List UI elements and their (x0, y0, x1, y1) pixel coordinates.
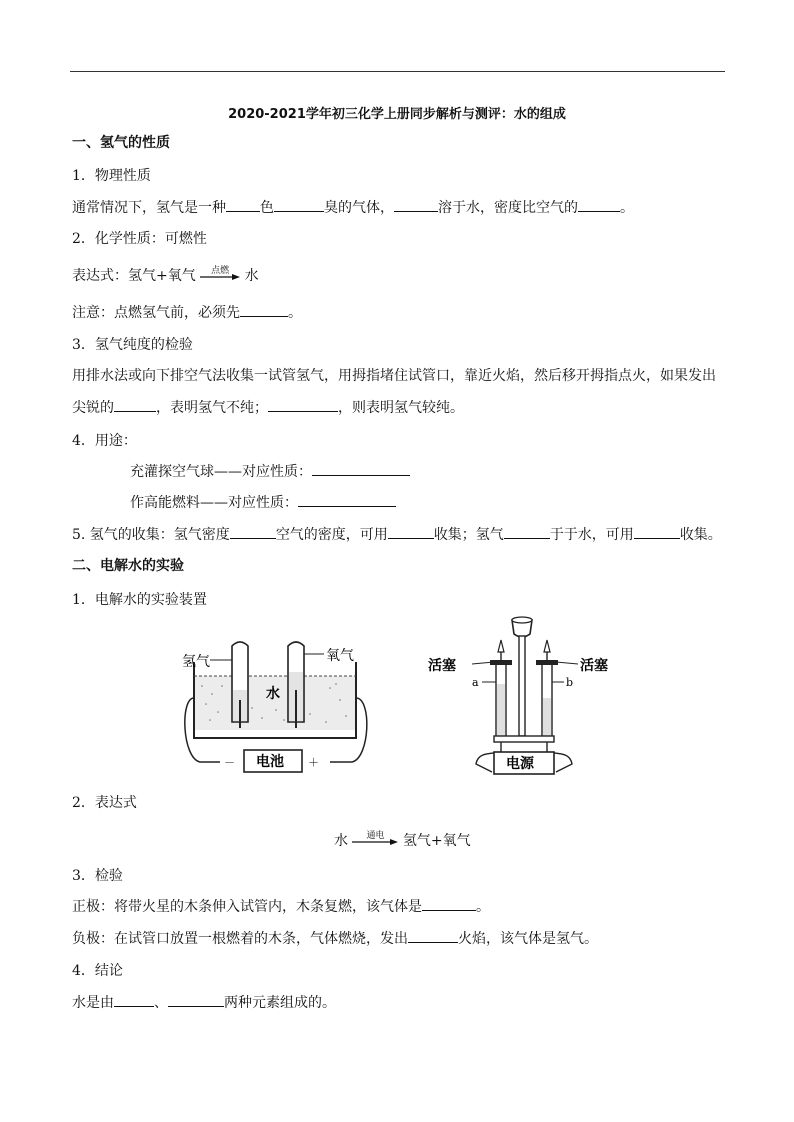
text: ，则表明氢气较纯。 (338, 400, 464, 416)
answer-blank[interactable] (168, 994, 224, 1007)
hofmann-voltameter-figure (428, 612, 648, 782)
conclusion-title: 4．结论 (72, 963, 123, 979)
answer-blank[interactable] (226, 199, 260, 212)
text: 水 (244, 268, 259, 284)
answer-blank[interactable] (240, 304, 288, 317)
page-title: 2020-2021学年初三化学上册同步解析与测评：水的组成 (228, 107, 566, 122)
text: 收集；氢气 (433, 527, 504, 543)
text: 正极：将带火星的木条伸入试管内，木条复燃，该气体是 (72, 899, 422, 915)
negative-electrode-test (72, 930, 598, 948)
arrow-icon (200, 274, 240, 280)
answer-blank[interactable] (394, 199, 438, 212)
text: 、 (154, 995, 168, 1011)
oxygen-label: 氧气 (326, 648, 354, 664)
apparatus-title: 1．电解水的实验装置 (72, 592, 207, 608)
text: 空气的密度，可用 (275, 527, 388, 543)
water-fill (194, 676, 356, 730)
chemical-properties-title: 2．化学性质：可燃性 (72, 231, 207, 247)
electrolysis-apparatus-figure (180, 638, 380, 780)
electrolysis-expression (334, 832, 471, 850)
text: 充灌探空气球——对应性质： (130, 464, 312, 480)
answer-blank[interactable] (230, 526, 276, 539)
reaction-condition: 通电 (366, 831, 385, 841)
tube-a-label: a (472, 676, 479, 689)
text: ，表明氢气不纯； (156, 400, 268, 416)
right-valve-label: 活塞 (580, 658, 608, 674)
text: 表达式：氢气+氧气 (72, 268, 196, 284)
water-label: 水 (266, 686, 280, 702)
answer-blank[interactable] (312, 463, 410, 476)
battery-label: 电池 (256, 754, 284, 770)
ignition-note (72, 304, 302, 322)
text: 作高能燃料——对应性质： (130, 495, 298, 511)
text: 水是由 (72, 995, 114, 1011)
text: 于于水，可用 (549, 527, 634, 543)
use-balloon (130, 463, 410, 481)
answer-blank[interactable] (114, 994, 154, 1007)
plus-sign: ＋ (308, 756, 319, 769)
text: 。 (620, 200, 634, 216)
text: 色 (260, 200, 274, 216)
text: 两种元素组成的。 (224, 995, 336, 1011)
answer-blank[interactable] (422, 898, 476, 911)
power-label: 电源 (506, 756, 534, 772)
purity-test-line-1: 用排水法或向下排空气法收集一试管氢气，用拇指堵住试管口，靠近火焰，然后移开拇指点火，如果发出 (72, 368, 716, 384)
arrow-icon (352, 839, 398, 845)
answer-blank[interactable] (504, 526, 550, 539)
answer-blank[interactable] (408, 930, 458, 943)
tube-b-label: b (566, 676, 574, 689)
header-rule (70, 71, 725, 72)
reaction-arrow (352, 831, 398, 848)
text: 火焰，该气体是氢气。 (458, 931, 598, 947)
expression-title: 2．表达式 (72, 795, 137, 811)
text: 收集。 (679, 527, 722, 543)
minus-sign: － (224, 756, 235, 769)
section-2-heading: 二、电解水的实验 (72, 558, 184, 574)
section-1-heading: 一、氢气的性质 (72, 135, 170, 151)
physical-properties-line (72, 199, 634, 217)
answer-blank[interactable] (114, 399, 156, 412)
purity-test-line-2 (72, 399, 464, 417)
text: 负极：在试管口放置一根燃着的木条，气体燃烧，发出 (72, 931, 408, 947)
hydrogen-label: 氢气 (182, 654, 210, 670)
left-valve-label: 活塞 (428, 658, 456, 674)
physical-properties-title: 1．物理性质 (72, 168, 151, 184)
text: 氢气+氧气 (402, 833, 471, 849)
answer-blank[interactable] (298, 494, 396, 507)
reaction-arrow (200, 266, 240, 283)
text: 溶于水，密度比空气的 (438, 200, 578, 216)
purity-test-title: 3．氢气纯度的检验 (72, 337, 193, 353)
conclusion-line (72, 994, 336, 1012)
use-fuel (130, 494, 396, 512)
text: 。 (288, 305, 302, 321)
text: 臭的气体， (324, 200, 394, 216)
text: 5. 氢气的收集：氢气密度 (72, 527, 230, 543)
answer-blank[interactable] (634, 526, 680, 539)
positive-electrode-test (72, 898, 490, 916)
text: 注意：点燃氢气前，必须先 (72, 305, 240, 321)
text: 尖锐的 (72, 400, 114, 416)
answer-blank[interactable] (274, 199, 324, 212)
uses-title: 4．用途： (72, 433, 137, 449)
test-title: 3．检验 (72, 868, 123, 884)
text: 。 (476, 899, 490, 915)
hydrogen-collection (72, 526, 722, 544)
combustion-expression (72, 267, 259, 285)
reaction-condition: 点燃 (211, 266, 230, 276)
answer-blank[interactable] (388, 526, 434, 539)
answer-blank[interactable] (268, 399, 338, 412)
text: 通常情况下，氢气是一种 (72, 200, 226, 216)
text: 水 (334, 833, 348, 849)
answer-blank[interactable] (578, 199, 620, 212)
